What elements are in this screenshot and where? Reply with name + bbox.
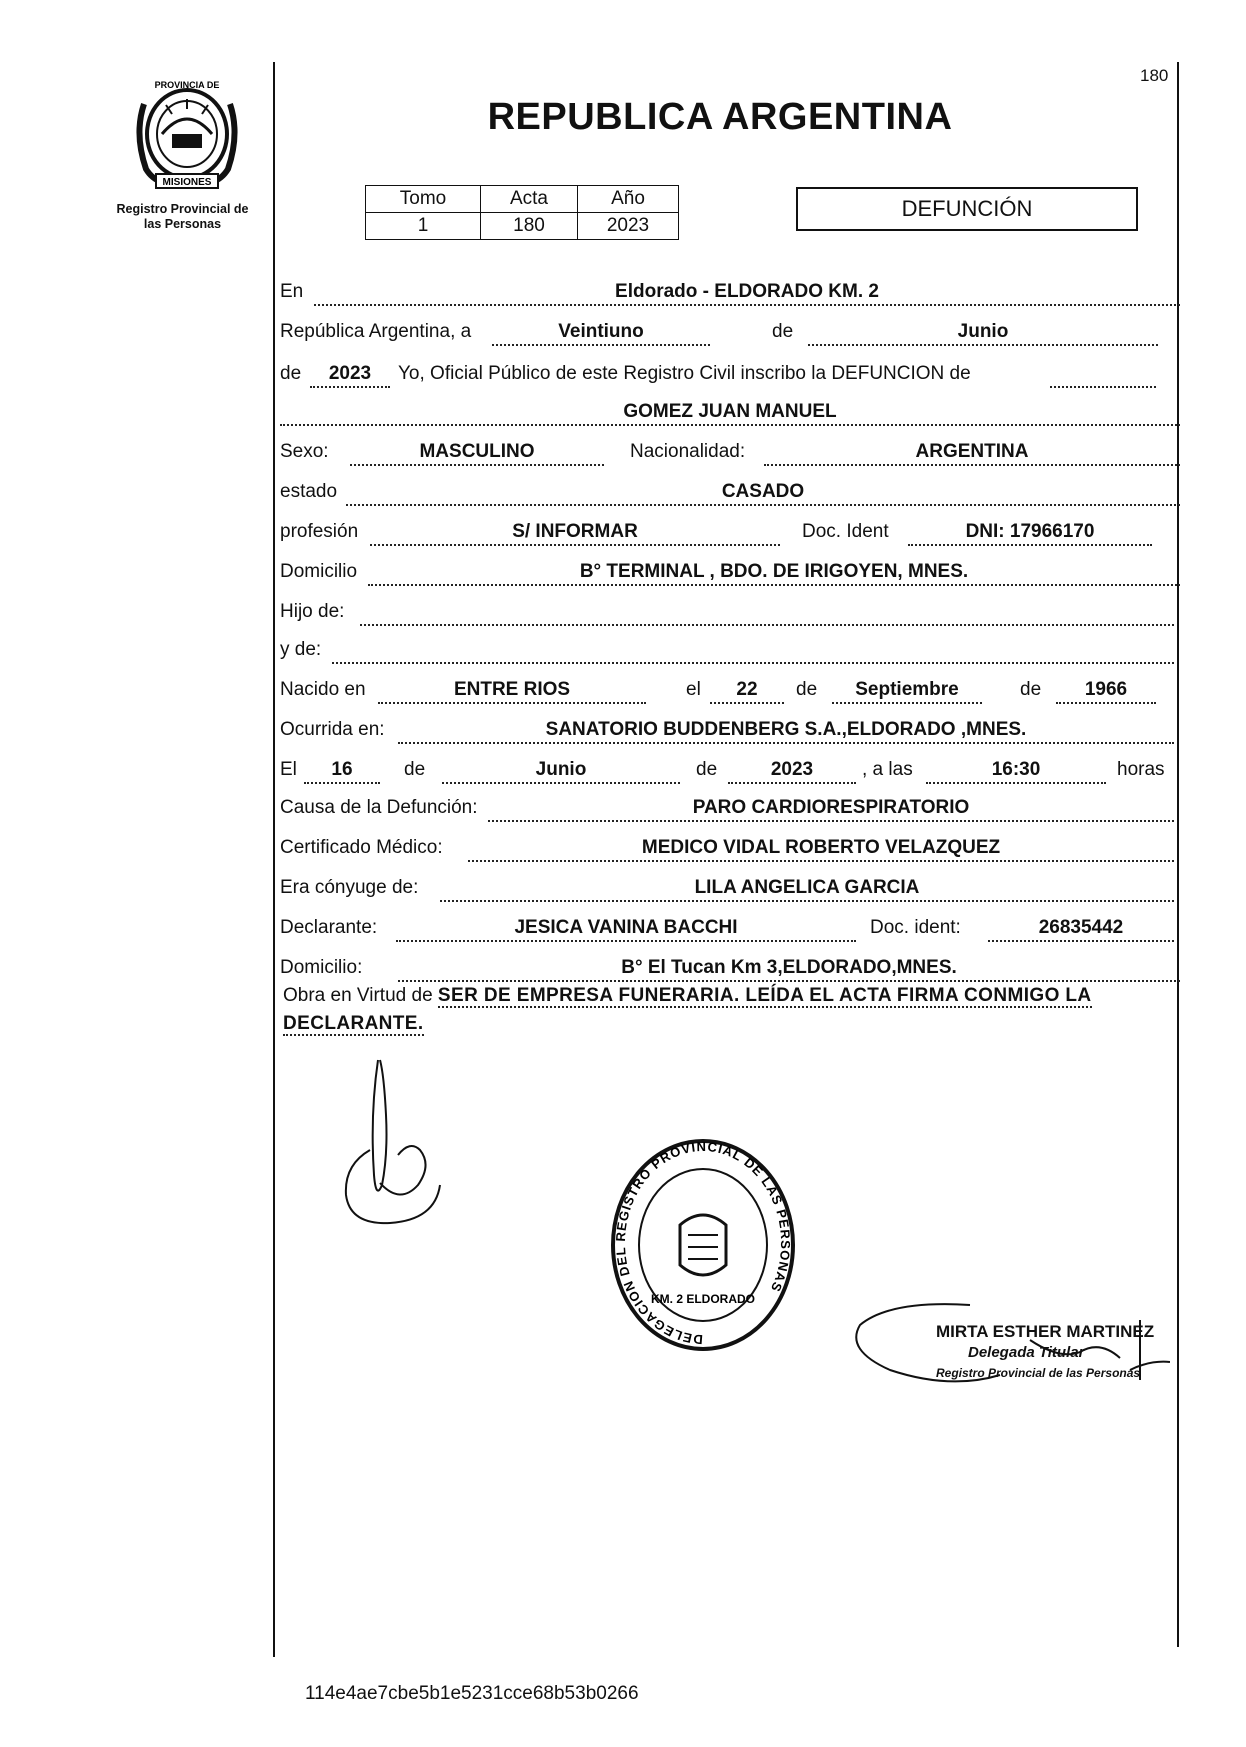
dotted-line [280,424,1180,426]
dotted-line [926,782,1106,784]
en-label: En [280,281,304,302]
dotted-line [440,900,1174,902]
row-yde [280,638,1180,666]
tomo-value: 1 [366,213,481,240]
dotted-line [370,544,780,546]
acta-header: Acta [481,186,578,213]
declarant-signature [340,1055,450,1235]
profesion-label: profesión [280,521,359,542]
doc-ident-label: Doc. Ident [802,521,889,542]
dotted-line [360,624,1174,626]
row-nacido [280,678,1180,706]
row-fecha-defuncion [280,758,1180,786]
tomo-header: Tomo [366,186,481,213]
republica-label: República Argentina, a [280,321,472,342]
declarante-label: Declarante: [280,917,378,938]
official-role: Delegada Titular [968,1344,1085,1361]
emblem-text-top: PROVINCIA DE [154,80,220,90]
decl-doc-value: 26835442 [1038,917,1124,938]
row-certificado [280,836,1180,864]
death-month-value: Junio [535,759,587,780]
seal-center-text: KM. 2 ELDORADO [650,1292,756,1306]
row-ocurrida [280,718,1180,746]
year-de-label: de [280,363,302,384]
registry-label-line2: las Personas [143,217,222,231]
obra-value: SER DE EMPRESA FUNERARIA. LEÍDA EL ACTA FIRMA CONMIGO LA DECLARANTE. [283,985,1092,1034]
sexo-label: Sexo: [280,441,329,462]
birth-day-value: 22 [736,679,758,700]
declarante-value: JESICA VANINA BACCHI [514,917,738,938]
row-en [280,280,1180,308]
row-causa [280,796,1180,824]
el-label: el [686,679,701,700]
record-table-value-row [366,213,679,240]
row-republica [280,320,1180,348]
row-domicilio [280,560,1180,588]
dotted-line [764,464,1180,466]
birth-de2-label: de [1020,679,1042,700]
nacionalidad-value: ARGENTINA [915,441,1029,462]
yde-label: y de: [280,639,322,660]
record-table [365,185,679,240]
dotted-line [310,386,390,388]
domicilio-value: B° TERMINAL , BDO. DE IRIGOYEN, MNES. [579,561,969,582]
row-conyuge [280,876,1180,904]
dotted-line [332,662,1174,664]
death-year-value: 2023 [770,759,814,780]
row-decl-domicilio [280,956,1180,984]
domicilio-label: Domicilio [280,561,358,582]
de-label: de [772,321,794,342]
dotted-line [832,702,982,704]
death-de-label: de [404,759,426,780]
en-value: Eldorado - ELDORADO KM. 2 [615,281,879,302]
month-value: Junio [957,321,1009,342]
dotted-line [988,940,1174,942]
row-hijo [280,600,1180,628]
decl-doc-label: Doc. ident: [870,917,961,938]
obra-paragraph [283,982,1183,1038]
acta-value: 180 [481,213,578,240]
dotted-line [304,782,380,784]
row-sexo [280,440,1180,468]
dotted-line [368,584,1180,586]
dotted-line [492,344,710,346]
dotted-line [468,860,1174,862]
row-deceased-name [280,400,1180,428]
dotted-line [314,304,1180,306]
nacido-value: ENTRE RIOS [453,679,571,700]
horas-label: horas [1117,759,1165,780]
alas-label: , a las [862,759,913,780]
day-words-value: Veintiuno [558,321,644,342]
record-table-header-row [366,186,679,213]
dotted-line [488,820,1174,822]
registry-label-line1: Registro Provincial de [116,202,249,216]
official-name: MIRTA ESTHER MARTINEZ [936,1322,1155,1341]
left-margin-line [273,62,275,1657]
dotted-line [1050,386,1156,388]
year-value: 2023 [328,363,372,384]
certificado-label: Certificado Médico: [280,837,443,858]
page-number: 180 [1140,66,1169,85]
sexo-value: MASCULINO [419,441,535,462]
obra-label: Obra en Virtud de [283,985,433,1006]
estado-value: CASADO [721,481,805,502]
certificado-value: MEDICO VIDAL ROBERTO VELAZQUEZ [641,837,1001,858]
conyuge-value: LILA ANGELICA GARCIA [694,877,920,898]
anio-header: Año [578,186,679,213]
dotted-line [398,742,1174,744]
el2-label: El [280,759,297,780]
document-type-box: DEFUNCIÓN [796,187,1138,231]
nacionalidad-label: Nacionalidad: [630,441,746,462]
dotted-line [378,702,646,704]
decl-domicilio-label: Domicilio: [280,957,363,978]
dotted-line [908,544,1152,546]
seal-ring-text: DELEGACION DEL REGISTRO PROVINCIAL DE LAS PERSONAS [612,1138,794,1348]
estado-label: estado [280,481,338,502]
death-day-value: 16 [331,759,353,780]
profesion-value: S/ INFORMAR [512,521,638,542]
birth-year-value: 1966 [1084,679,1128,700]
death-time-value: 16:30 [991,759,1041,780]
dotted-line [728,782,856,784]
row-estado [280,480,1180,508]
official-seal [608,1135,798,1355]
official-office: Registro Provincial de las Personas [936,1366,1141,1380]
birth-de-label: de [796,679,818,700]
inscribo-text: Yo, Oficial Público de este Registro Civil inscribo la DEFUNCION de [398,363,971,384]
page-title: REPUBLICA ARGENTINA [487,96,953,138]
dotted-line [710,702,784,704]
dotted-line [442,782,680,784]
dotted-line [350,464,604,466]
hijo-label: Hijo de: [280,601,345,622]
causa-value: PARO CARDIORESPIRATORIO [692,797,970,818]
registry-label [100,202,265,232]
nacido-label: Nacido en [280,679,366,700]
ocurrida-label: Ocurrida en: [280,719,385,740]
dotted-line [346,504,1180,506]
row-profesion [280,520,1180,548]
anio-value: 2023 [578,213,679,240]
dotted-line [1056,702,1156,704]
doc-ident-value: DNI: 17966170 [965,521,1095,542]
death-de2-label: de [696,759,718,780]
deceased-name-value: GOMEZ JUAN MANUEL [623,401,837,422]
row-declarante [280,916,1180,944]
dotted-line [808,344,1158,346]
row-inscribo [280,362,1180,390]
provincial-emblem-icon [132,74,242,194]
decl-domicilio-value: B° El Tucan Km 3,ELDORADO,MNES. [621,957,957,978]
dotted-line [396,940,856,942]
causa-label: Causa de la Defunción: [280,797,478,818]
ocurrida-value: SANATORIO BUDDENBERG S.A.,ELDORADO ,MNES. [545,719,1027,740]
conyuge-label: Era cónyuge de: [280,877,419,898]
footer-hash: 114e4ae7cbe5b1e5231cce68b53b0266 [305,1683,639,1704]
emblem-text-bottom: MISIONES [162,177,212,188]
birth-month-value: Septiembre [855,679,959,700]
